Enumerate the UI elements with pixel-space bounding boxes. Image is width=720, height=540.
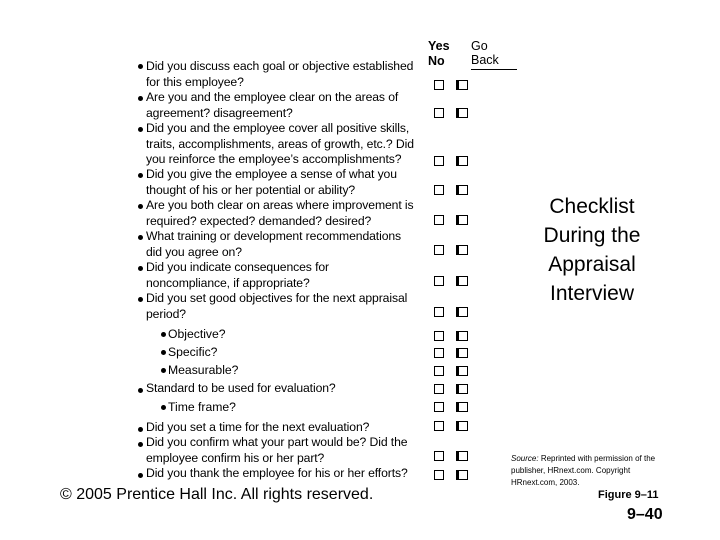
yes-header: Yes [428,39,450,53]
checkbox-yes-2[interactable] [434,108,444,118]
checkbox-no-7[interactable] [456,276,468,286]
checkbox-yes-measurable[interactable] [434,366,444,376]
question-8: Did you set good objectives for the next appraisal period? [146,291,408,321]
checkbox-no-2[interactable] [456,108,468,118]
checkbox-yes-8[interactable] [434,307,444,317]
question-9-sub-time-frame: Time frame? [168,400,236,414]
question-3: Did you and the employee cover all positive skills, traits, accomplishments, areas of growth, etc.? Did you reinforce the employee’s accomplishments? [146,121,414,166]
slide-title: Checklist During the Appraisal Interview [543,195,641,305]
checkbox-yes-7[interactable] [434,276,444,286]
checkbox-no-6[interactable] [456,245,468,255]
question-8-sub-measurable: Measurable? [168,363,239,377]
checkbox-yes-9[interactable] [434,384,444,394]
checkbox-no-time-frame[interactable] [456,402,468,412]
question-12: Did you thank the employee for his or her efforts? [146,466,408,480]
checkbox-no-3[interactable] [456,156,468,166]
question-8-sub-specific: Specific? [168,345,218,359]
checkbox-yes-specific[interactable] [434,348,444,358]
copyright-notice: © 2005 Prentice Hall Inc. All rights reserved. [60,486,374,503]
bullet-icon [161,368,166,373]
checkbox-yes-3[interactable] [434,156,444,166]
bullet-icon [138,64,143,69]
bullet-icon [138,442,143,447]
bullet-icon [138,266,143,271]
checkbox-no-10[interactable] [456,421,468,431]
checkbox-yes-1[interactable] [434,80,444,90]
bullet-icon [138,204,143,209]
figure-label: Figure 9–11 [598,489,659,501]
bullet-icon [138,297,143,302]
checkbox-no-12[interactable] [456,470,468,480]
checkbox-yes-11[interactable] [434,451,444,461]
checkbox-no-objective[interactable] [456,331,468,341]
bullet-icon [138,96,143,101]
checkbox-yes-6[interactable] [434,245,444,255]
checkbox-yes-objective[interactable] [434,331,444,341]
checkbox-no-4[interactable] [456,185,468,195]
question-11: Did you confirm what your part would be? Did the employee confirm his or her part? [146,435,408,465]
bullet-icon [138,473,143,478]
bullet-icon [161,350,166,355]
question-2: Are you and the employee clear on the areas of agreement? disagreement? [146,90,399,120]
checkbox-yes-4[interactable] [434,185,444,195]
checkbox-yes-time-frame[interactable] [434,402,444,412]
checkbox-no-measurable[interactable] [456,366,468,376]
bullet-icon [161,332,166,337]
bullet-icon [138,427,143,432]
question-7: Did you indicate consequences for noncompliance, if appropriate? [146,260,330,290]
checkbox-no-1[interactable] [456,80,468,90]
source-label: Source: [511,454,539,463]
checkbox-no-specific[interactable] [456,348,468,358]
source-text: Reprinted with permission of the publisher, HRnext.com. Copyright HRnext.com, 2003. [511,454,656,487]
bullet-icon [138,388,143,393]
checkbox-no-9[interactable] [456,384,468,394]
checkbox-no-8[interactable] [456,307,468,317]
bullet-icon [138,173,143,178]
checkbox-yes-10[interactable] [434,421,444,431]
question-5: Are you both clear on areas where improvement is required? expected? demanded? desired? [146,198,414,228]
bullet-icon [161,405,166,410]
question-6: What training or development recommendations did you agree on? [146,229,402,259]
source-note [511,453,676,489]
question-1: Did you discuss each goal or objective established for this employee? [146,59,414,89]
bullet-icon [138,127,143,132]
question-10: Did you set a time for the next evaluation? [146,420,370,434]
checkbox-yes-5[interactable] [434,215,444,225]
checkbox-yes-12[interactable] [434,470,444,480]
question-9: Standard to be used for evaluation? [146,381,336,395]
question-8-sub-objective: Objective? [168,327,226,341]
checkbox-no-5[interactable] [456,215,468,225]
bullet-icon [138,235,143,240]
go-back-header: Go Back [471,39,517,70]
no-header: No [428,54,445,68]
question-4: Did you give the employee a sense of what you thought of his or her potential or ability? [146,167,397,197]
checkbox-no-11[interactable] [456,451,468,461]
page-number: 9–40 [627,506,663,523]
